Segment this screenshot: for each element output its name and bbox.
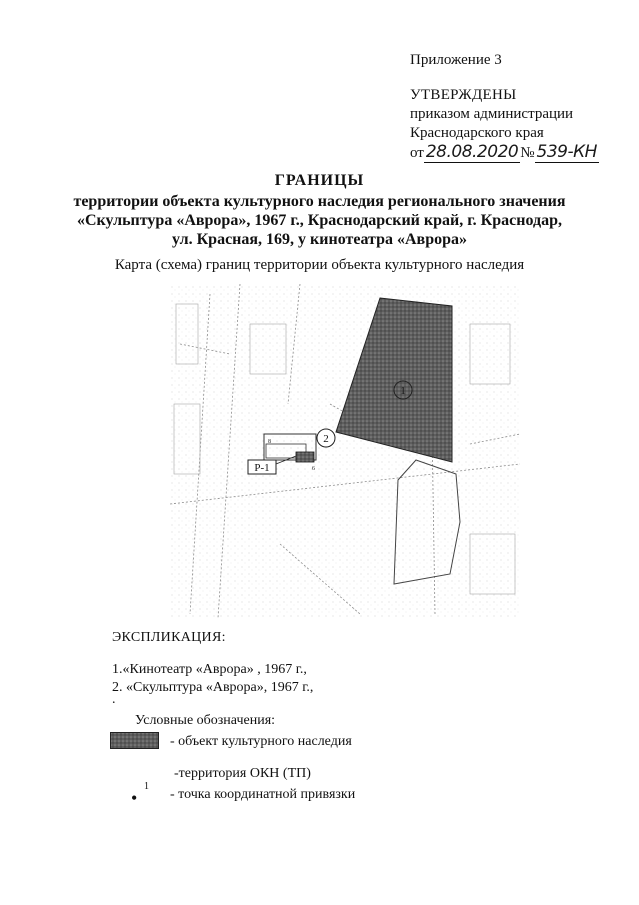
- document-title: ГРАНИЦЫ: [274, 172, 365, 189]
- approved-by: приказом администрации: [410, 106, 574, 122]
- approved-region: Краснодарского края: [410, 125, 544, 141]
- title-line-3: ул. Красная, 169, у кинотеатра «Аврора»: [172, 231, 467, 248]
- explication-item-1: 1.«Кинотеатр «Аврора» , 1967 г.,: [112, 662, 307, 677]
- approval-date-number: [410, 143, 599, 163]
- label-2-text: 2: [323, 433, 329, 445]
- point-8-label: 8: [268, 439, 271, 445]
- legend-territory-text: -территория ОКН (ТП): [174, 766, 311, 781]
- legend-heritage-swatch: [110, 732, 159, 749]
- point-dot-icon: •: [131, 788, 138, 808]
- appendix-label: Приложение 3: [410, 52, 502, 68]
- number-value: 539-КН: [536, 142, 597, 162]
- date-value: 28.08.2020: [425, 142, 519, 162]
- legend-point-number: 1: [144, 781, 149, 792]
- label-1-text: 1: [400, 385, 406, 397]
- explication-item-2: 2. «Скульптура «Аврора», 1967 г.,: [112, 680, 314, 695]
- approval-block: [410, 86, 599, 163]
- number-prefix: №: [520, 145, 535, 161]
- p1-callout-text: Р-1: [254, 462, 270, 474]
- date-prefix: от: [410, 145, 424, 161]
- legend-heading: Условные обозначения:: [135, 713, 276, 728]
- heritage-object-2: [296, 452, 314, 462]
- map-background: [170, 284, 520, 618]
- boundary-map: [170, 284, 520, 618]
- legend-point-text: - точка координатной привязки: [170, 787, 356, 802]
- map-drawing: [170, 284, 520, 618]
- explication-trailing: .: [112, 692, 116, 707]
- title-line-1: территории объекта культурного наследия регионального значения: [73, 193, 566, 210]
- title-line-2: «Скульптура «Аврора», 1967 г., Краснодарский край, г. Краснодар,: [76, 212, 563, 229]
- point-6-label: 6: [312, 466, 315, 472]
- approved-heading: УТВЕРЖДЕНЫ: [410, 87, 517, 103]
- legend-heritage-text: - объект культурного наследия: [170, 734, 352, 749]
- map-caption: Карта (схема) границ территории объекта культурного наследия: [114, 257, 525, 273]
- explication-heading: ЭКСПЛИКАЦИЯ:: [112, 630, 226, 645]
